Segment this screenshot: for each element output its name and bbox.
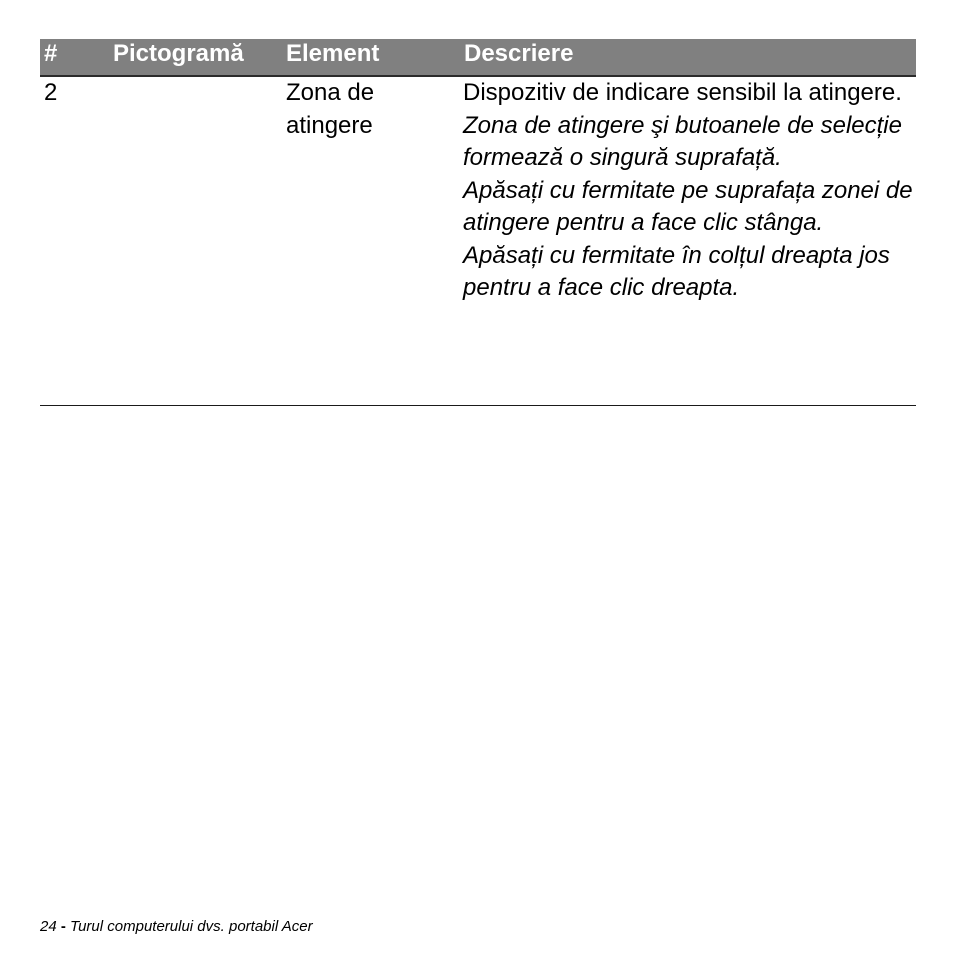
- table-header-row: [40, 39, 916, 77]
- page-number: 24: [40, 918, 57, 935]
- row-note-1: Zona de atingere şi butoanele de selecție formează o singură suprafață.: [463, 111, 902, 171]
- header-description: Descriere: [464, 40, 574, 67]
- row-description: Dispozitiv de indicare sensibil la atingere.: [463, 79, 902, 106]
- header-element: Element: [286, 40, 380, 67]
- table-row: [40, 77, 916, 406]
- footer-separator: -: [60, 918, 66, 935]
- header-icon: Pictogramă: [113, 40, 244, 67]
- header-num: #: [44, 40, 58, 67]
- row-element: Zona de atingere: [286, 79, 375, 139]
- row-description-cell: [463, 77, 918, 305]
- footer-title: Turul computerului dvs. portabil Acer: [70, 918, 313, 935]
- page-footer: [40, 918, 313, 935]
- row-note-2: Apăsați cu fermitate pe suprafața zonei de atingere pentru a face clic stânga.: [463, 176, 913, 236]
- row-num: 2: [44, 79, 58, 106]
- component-table: [40, 39, 916, 406]
- row-note-3: Apăsați cu fermitate în colțul dreapta jos pentru a face clic dreapta.: [463, 241, 890, 301]
